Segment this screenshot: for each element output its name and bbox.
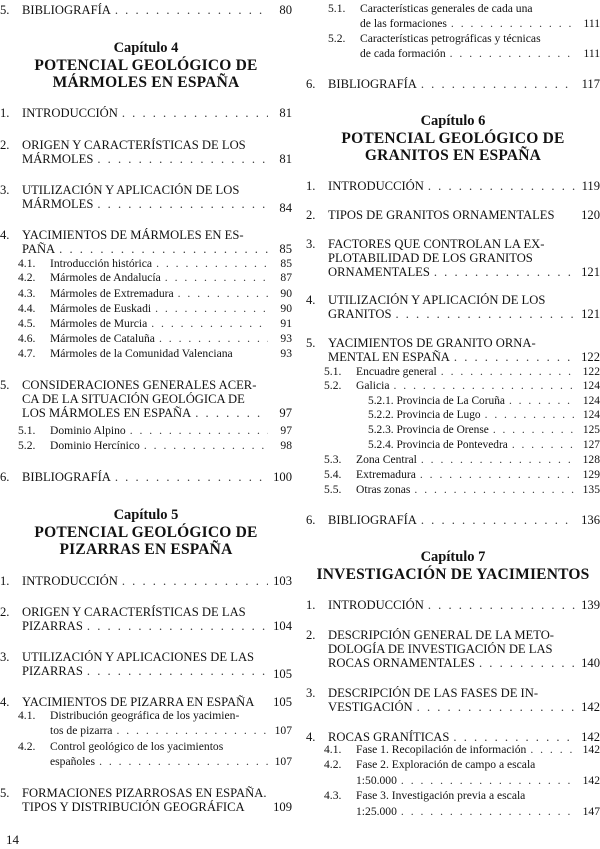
toc-entry-title: DESCRIPCIÓN DE LAS FASES DE IN- xyxy=(328,686,539,700)
toc-entry-title: DESCRIPCIÓN GENERAL DE LA METO- xyxy=(328,628,554,642)
toc-entry-title: TIPOS DE GRANITOS ORNAMENTALES xyxy=(328,208,555,222)
toc-entry-title: UTILIZACIÓN Y APLICACIÓN DE LOS xyxy=(328,293,546,307)
toc-page-number: 81 xyxy=(279,106,292,120)
toc-entry-title: PLOTABILIDAD DE LOS GRANITOS xyxy=(328,251,533,265)
toc-entry-title: TIPOS Y DISTRIBUCIÓN GEOGRÁFICA xyxy=(22,800,245,814)
toc-entry-title: CA DE LA SITUACIÓN GEOLÓGICA DE xyxy=(22,392,245,406)
toc-entry-title: BIBLIOGRAFÍA xyxy=(22,3,111,17)
toc-page-number: 103 xyxy=(273,574,292,588)
chapter-heading xyxy=(306,113,600,164)
toc-page-number: 81 xyxy=(279,152,292,166)
chapter-title: POTENCIAL GEOLÓGICO DE xyxy=(341,130,565,147)
toc-entry-title: PIZARRAS xyxy=(22,664,83,678)
toc-page-number: 122 xyxy=(581,350,600,364)
toc-page-number: 121 xyxy=(581,307,600,321)
toc-entry-title: LOS MÁRMOLES EN ESPAÑA xyxy=(22,406,192,420)
chapter-label: Capítulo 4 xyxy=(113,40,179,56)
toc-entry-title: INTRODUCCIÓN xyxy=(328,598,424,612)
chapter-title: INVESTIGACIÓN DE YACIMIENTOS xyxy=(316,566,590,583)
chapter-label: Capítulo 7 xyxy=(420,549,486,565)
toc-page-number: 104 xyxy=(273,619,292,633)
toc-page-number: 142 xyxy=(581,730,600,744)
toc-entry-title: ROCAS GRANÍTICAS xyxy=(328,730,450,744)
chapter-title: POTENCIAL GEOLÓGICO DE xyxy=(34,57,258,74)
toc-entry-title: UTILIZACIÓN Y APLICACIÓN DE LOS xyxy=(22,183,240,197)
chapter-label: Capítulo 6 xyxy=(420,113,486,129)
toc-page-number: 105 xyxy=(273,667,292,681)
chapter-heading xyxy=(0,40,292,91)
toc-entry-title: FACTORES QUE CONTROLAN LA EX- xyxy=(328,237,545,251)
toc-page-number: 139 xyxy=(581,598,600,612)
toc-page-number: 117 xyxy=(581,77,600,91)
toc-entry-title: FORMACIONES PIZARROSAS EN ESPAÑA. xyxy=(22,786,267,800)
toc-entry-title: INTRODUCCIÓN xyxy=(328,179,424,193)
toc-page-number: 85 xyxy=(279,242,292,256)
chapter-heading xyxy=(306,549,600,583)
toc-page-number: 119 xyxy=(581,179,600,193)
toc-page-number: 136 xyxy=(581,513,600,527)
chapter-label: Capítulo 5 xyxy=(113,507,179,523)
toc-page-number: 120 xyxy=(581,208,600,222)
page-number: 14 xyxy=(6,832,19,847)
toc-entry-title: YACIMIENTOS DE GRANITO ORNA- xyxy=(328,336,536,350)
toc-page-number: 97 xyxy=(279,406,292,420)
chapter-title: MÁRMOLES EN ESPAÑA xyxy=(52,74,240,91)
toc-entry-title: INTRODUCCIÓN xyxy=(22,106,118,120)
toc-page-number: 140 xyxy=(581,656,600,670)
toc-entry-title: ORIGEN Y CARACTERÍSTICAS DE LAS xyxy=(22,605,246,619)
toc-entry-title: ROCAS ORNAMENTALES xyxy=(328,656,475,670)
toc-entry-title: ORIGEN Y CARACTERÍSTICAS DE LOS xyxy=(22,138,246,152)
toc-entry-title: VESTIGACIÓN xyxy=(328,700,413,714)
toc-entry-title: ORNAMENTALES xyxy=(328,265,430,279)
toc-entry-title: DOLOGÍA DE INVESTIGACIÓN DE LAS xyxy=(328,642,553,656)
toc-entry-title: MÁRMOLES xyxy=(22,152,94,166)
chapter-title: POTENCIAL GEOLÓGICO DE xyxy=(34,524,258,541)
toc-entry-title: UTILIZACIÓN Y APLICACIONES DE LAS xyxy=(22,650,255,664)
chapter-title: PIZARRAS EN ESPAÑA xyxy=(59,541,233,558)
toc-page-number: 121 xyxy=(581,265,600,279)
toc-page-number: 84 xyxy=(279,201,292,215)
chapter-heading xyxy=(0,507,292,558)
toc-entry-title: BIBLIOGRAFÍA xyxy=(328,513,417,527)
toc-page-number: 100 xyxy=(273,470,292,484)
toc-entry-title: GRANITOS xyxy=(328,307,392,321)
toc-page-number: 80 xyxy=(279,3,292,17)
toc-page-number: 142 xyxy=(581,700,600,714)
toc-entry-title: YACIMIENTOS DE MÁRMOLES EN ES- xyxy=(22,228,244,242)
toc-entry-title: MÁRMOLES xyxy=(22,197,94,211)
toc-entry-title: PIZARRAS xyxy=(22,619,83,633)
toc-entry-title: MENTAL EN ESPAÑA xyxy=(328,350,450,364)
toc-entry-title: BIBLIOGRAFÍA xyxy=(22,470,111,484)
toc-entry-title: PAÑA xyxy=(22,242,56,256)
toc-page-number: 105 xyxy=(273,695,292,709)
toc-page-number: 109 xyxy=(273,800,292,814)
toc-entry-title: BIBLIOGRAFÍA xyxy=(328,77,417,91)
toc-entry-title: INTRODUCCIÓN xyxy=(22,574,118,588)
chapter-title: GRANITOS EN ESPAÑA xyxy=(364,147,542,164)
toc-entry-title: YACIMIENTOS DE PIZARRA EN ESPAÑA xyxy=(22,695,255,709)
toc-entry-title: CONSIDERACIONES GENERALES ACER- xyxy=(22,378,257,392)
